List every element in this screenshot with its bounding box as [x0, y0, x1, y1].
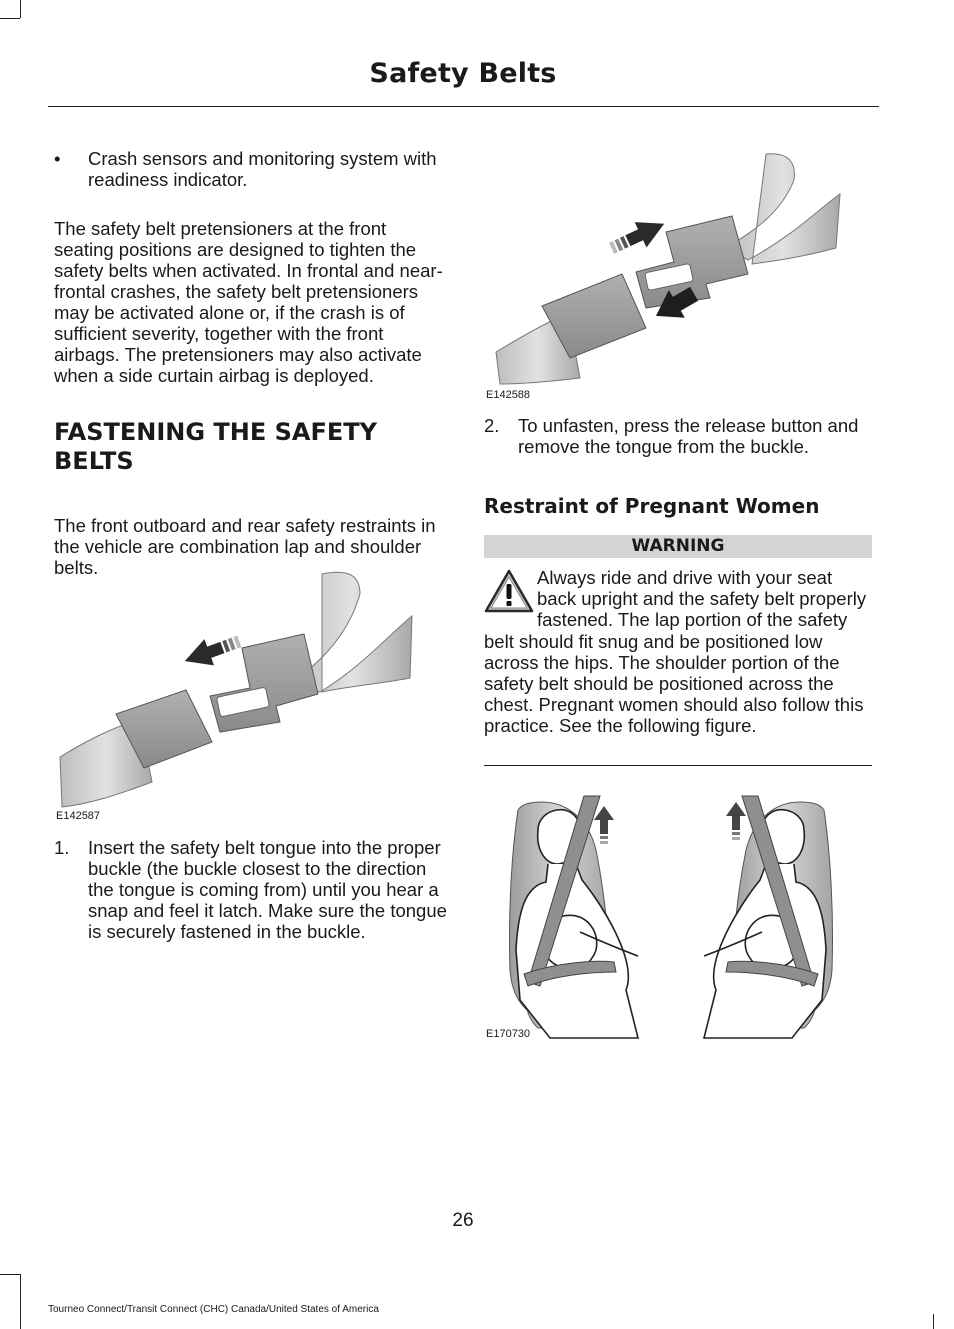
bullet-mark: • [54, 148, 61, 169]
subheading: Restraint of Pregnant Women [484, 494, 820, 518]
intro-paragraph: The front outboard and rear safety restraints in the vehicle are combination lap and shoulder belts. [54, 514, 436, 578]
figure-id: E142587 [56, 810, 101, 822]
pretensioner-paragraph: The safety belt pretensioners at the front seating positions are designed to tighten the safety belts when activated. In frontal and near-frontal crashes, the safety belt pretensioners may be activated alone or, if the crash is of sufficient severity, together with the front airbags. The pretensioners may also activate when a side curtain airbag is deployed. [54, 217, 443, 386]
crop-mark [0, 18, 20, 19]
figure-unfasten-belt [496, 152, 846, 384]
crop-mark [0, 1274, 20, 1275]
step-number: 2. [484, 415, 500, 436]
figure-id: E142588 [486, 389, 531, 401]
crop-mark [20, 1274, 21, 1329]
bullet-text: Crash sensors and monitoring system with readiness indicator. [88, 148, 437, 190]
step-text: To unfasten, press the release button and remove the tongue from the buckle. [518, 415, 859, 457]
figure-pregnant-women [488, 790, 854, 1038]
warning-label: WARNING [484, 535, 872, 558]
figure-id: E170730 [486, 1028, 531, 1040]
step-text: Insert the safety belt tongue into the proper buckle (the buckle closest to the direction the tongue is coming from) until you hear a snap and feel it latch. Make sure the tongue is securely fastened in the buckle. [88, 837, 447, 942]
publication-footer: Tourneo Connect/Transit Connect (CHC) Canada/United States of America [48, 1304, 379, 1315]
arrow-icon [606, 211, 670, 261]
page-title: Safety Belts [369, 58, 557, 89]
section-heading: FASTENING THE SAFETY BELTS [54, 418, 378, 475]
warning-body [484, 567, 876, 737]
warning-divider [484, 765, 872, 766]
arrow-icon [594, 806, 614, 844]
warning-text: Always ride and drive with your seat back upright and the safety belt properly fastened. The lap portion of the safety belt should fit snug and be positioned low across the hips. The shoulder portion of the safety belt should be positioned across the chest. Pregnant women should also follow this practice. See the following figure. [484, 567, 867, 737]
title-divider [48, 106, 879, 107]
arrow-icon [180, 628, 244, 674]
figure-fasten-belt [60, 572, 420, 807]
crop-mark [933, 1314, 934, 1329]
crop-mark [20, 0, 21, 18]
step-number: 1. [54, 837, 70, 858]
page-number: 26 [452, 1210, 474, 1231]
arrow-icon [726, 802, 746, 840]
